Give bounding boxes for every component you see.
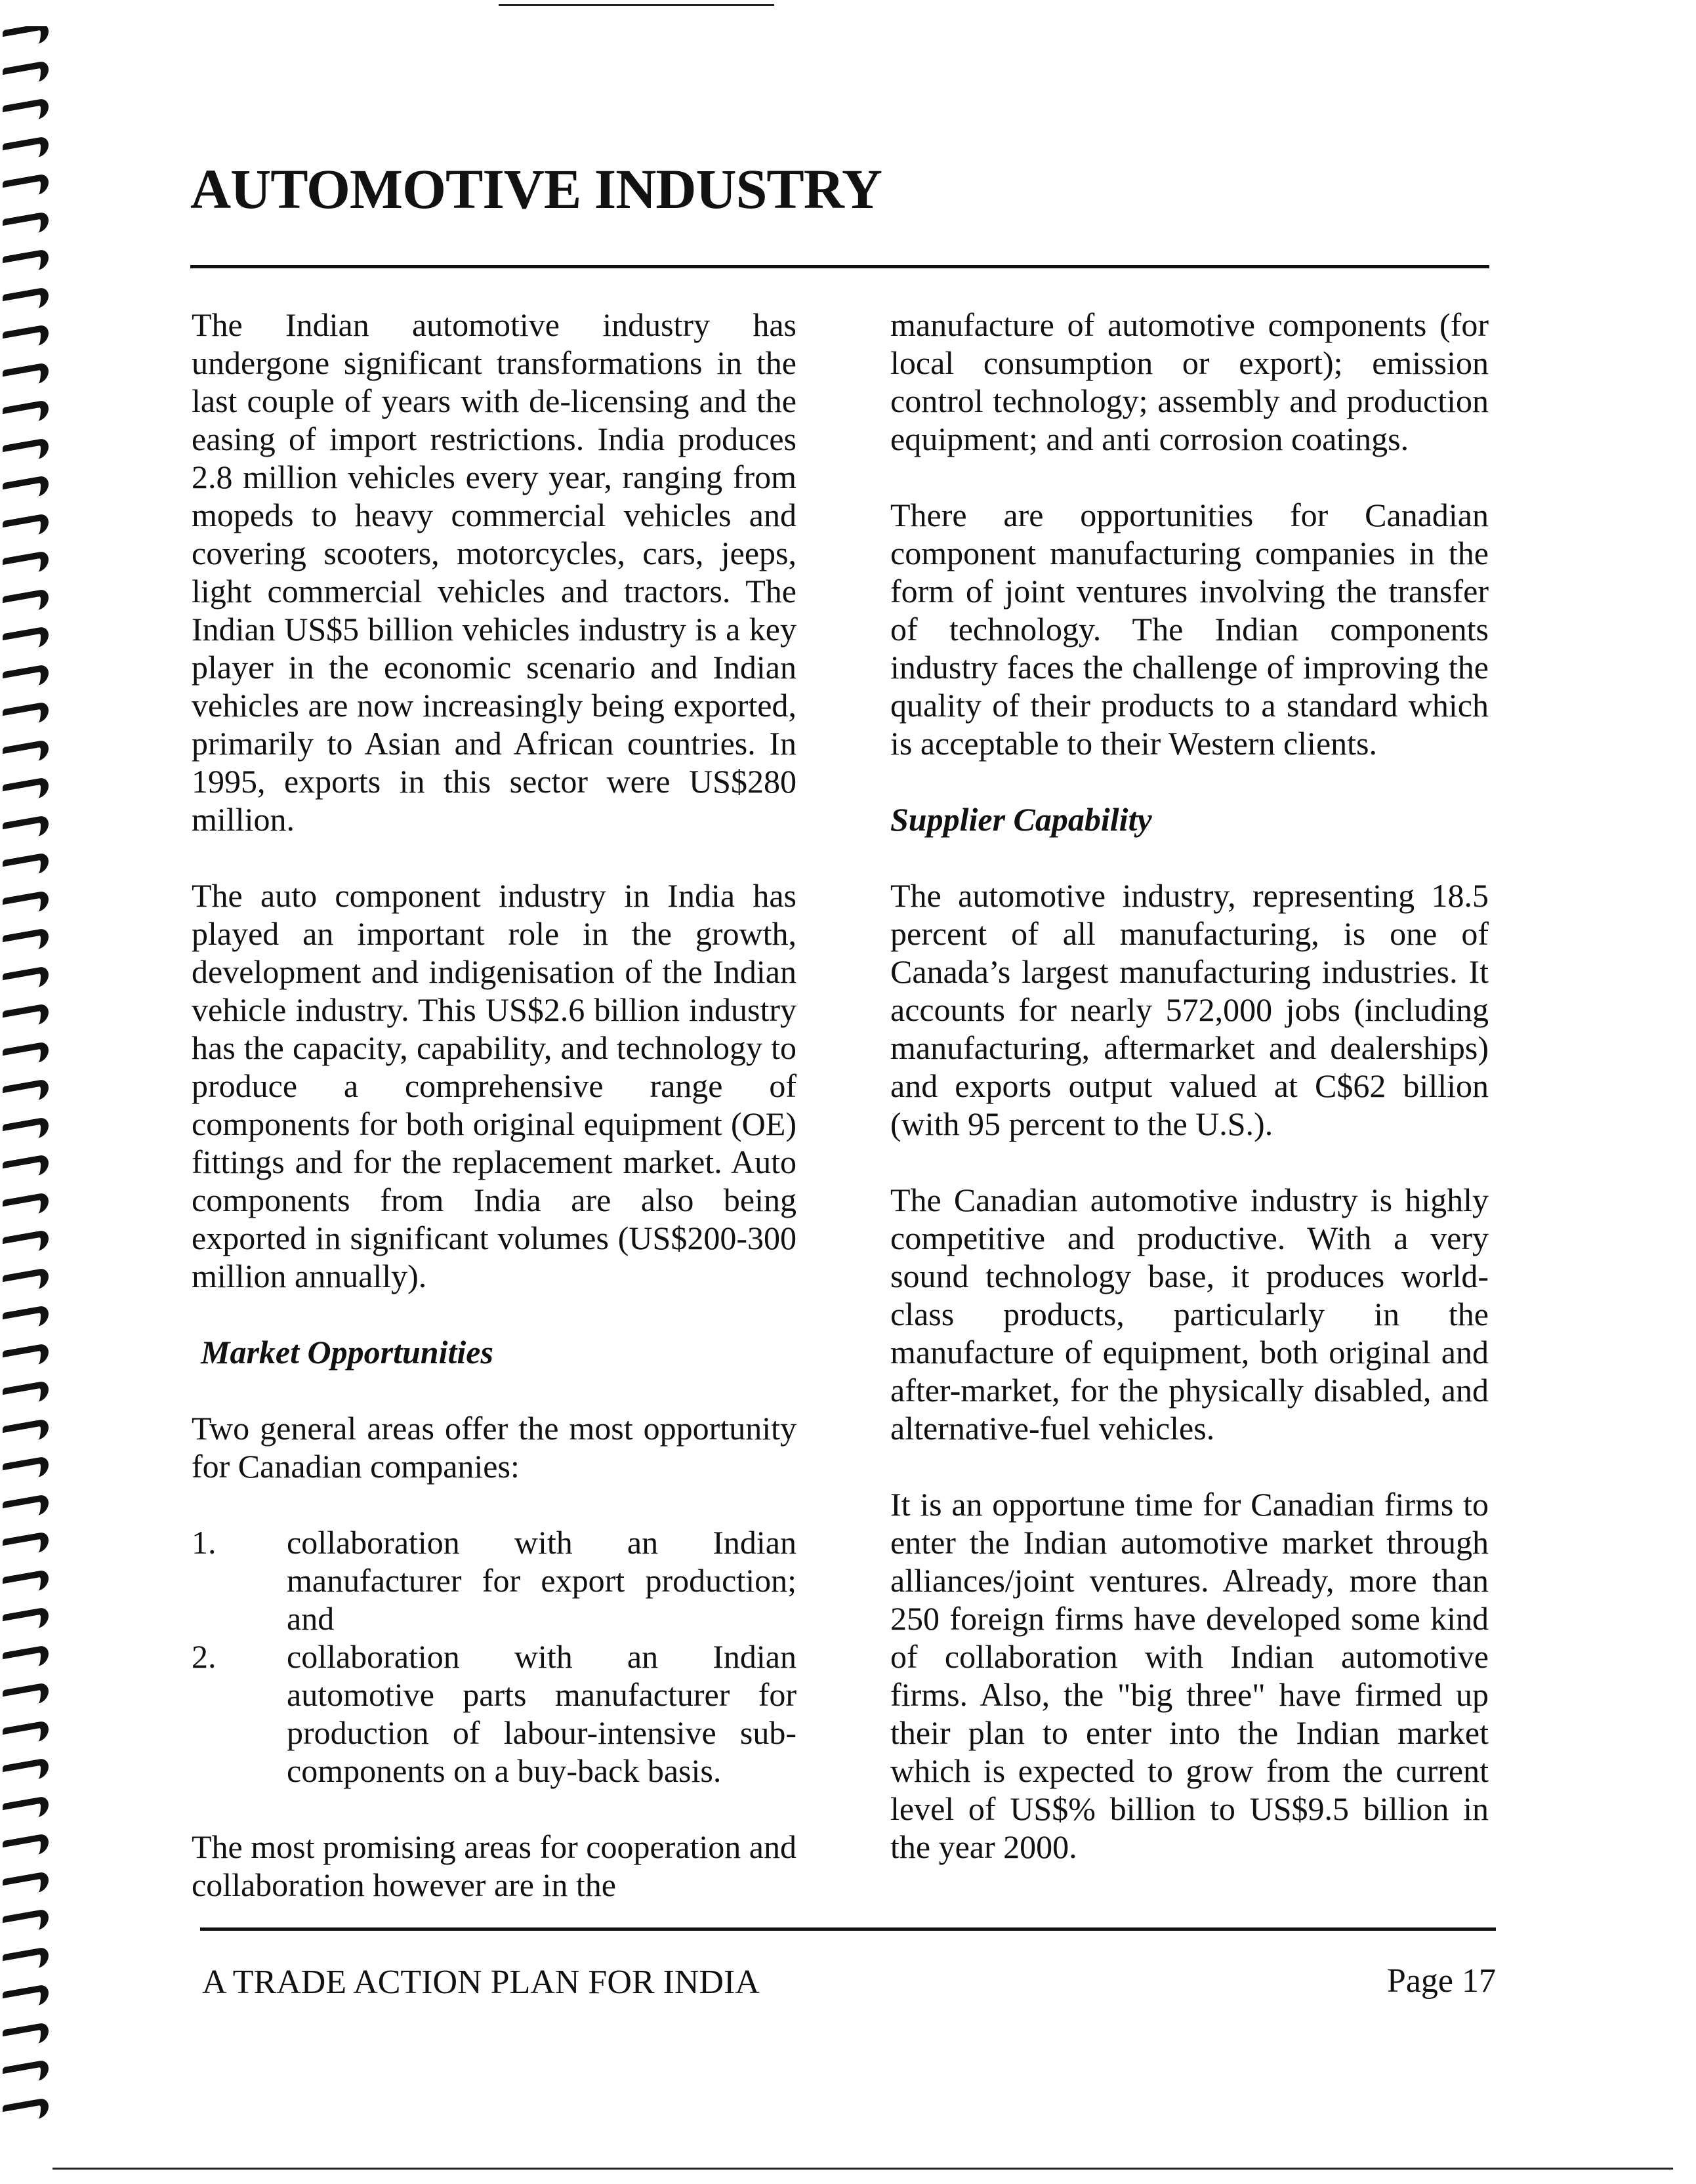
binding-ring	[3, 1191, 49, 1219]
paragraph-canadian-industry: The automotive industry, representing 18.5 percent of all manufacturing, is one of Canada’s largest manufacturing industries. It accounts for nearly 572,000 jobs (including manufacturing, aftermarket and dealerships) and exports output valued at C$62 billion (with 95 percent to the U.S.).	[890, 877, 1489, 1142]
binding-ring	[3, 286, 49, 314]
binding-ring	[3, 1795, 49, 1823]
binding-ring	[3, 890, 49, 917]
binding-ring	[3, 475, 49, 503]
binding-ring	[3, 1040, 49, 1068]
binding-ring	[3, 1229, 49, 1257]
binding-ring	[3, 550, 49, 578]
binding-ring	[3, 1607, 49, 1634]
binding-ring	[3, 852, 49, 880]
top-edge-line	[499, 4, 774, 6]
opportunity-list	[192, 1523, 796, 1790]
paragraph-auto-components: The auto component industry in India has played an important role in the growth, development and indigenisation of the Indian vehicle industry. This US$2.6 billion industry has the capacity, capability, and technology to produce a comprehensive range of components for both original equipment (OE) fittings and for the replacement market. Auto components from India are also being exported in significant volumes (US$200-300 million annually).	[192, 877, 796, 1294]
binding-ring	[3, 1380, 49, 1408]
paragraph-components-continued: manufacture of automotive components (for local consumption or export); emission control technology; assembly and production equipment; and anti corrosion coatings.	[890, 306, 1489, 457]
binding-ring	[3, 2097, 49, 2124]
binding-ring	[3, 1116, 49, 1144]
binding-ring	[3, 1418, 49, 1445]
paragraph-opportune-time: It is an opportune time for Canadian firms to enter the Indian automotive market through alliances/joint ventures. Already, more than 250 foreign firms have developed some kind of collaboration with Indian automotive firms. Also, the "big three" have firmed up their plan to enter into the Indian market which is expected to grow from the current level of US$% billion to US$9.5 billion in the year 2000.	[890, 1486, 1489, 1865]
binding-ring	[3, 1267, 49, 1294]
paragraph-joint-ventures: There are opportunities for Canadian component manufacturing companies in the form of joint ventures involving the transfer of technology. The Indian components industry faces the challenge of improving the quality of their products to a standard which is acceptable to their Western clients.	[890, 497, 1489, 762]
binding-ring	[3, 512, 49, 540]
binding-ring	[3, 211, 49, 238]
binding-ring	[3, 814, 49, 842]
binding-ring	[3, 663, 49, 691]
binding-ring	[3, 26, 49, 50]
binding-ring	[3, 1003, 49, 1031]
binding-ring	[3, 1984, 49, 2011]
heading-market-opportunities: Market Opportunities	[201, 1334, 493, 1370]
binding-ring	[3, 1908, 49, 1936]
title-divider	[190, 265, 1489, 268]
binding-ring	[3, 1758, 49, 1785]
heading-supplier-capability: Supplier Capability	[890, 801, 1152, 838]
binding-ring	[3, 1493, 49, 1521]
list-item	[192, 1638, 796, 1790]
paragraph-promising-areas: The most promising areas for cooperation and collaboration however are in the	[192, 1828, 796, 1903]
binding-ring	[3, 249, 49, 276]
list-item-text: collaboration with an Indian automotive parts manufacturer for production of labour-intensive sub-components on a buy-back basis.	[287, 1638, 796, 1789]
binding-ring	[3, 324, 49, 352]
binding-ring	[3, 437, 49, 464]
paragraph-competitive: The Canadian automotive industry is highly competitive and productive. With a very sound technology base, it produces world-class products, particularly in the manufacture of equipment, both original and after-market, for the physically disabled, and alternative-fuel vehicles.	[890, 1182, 1489, 1447]
paragraph-indian-industry: The Indian automotive industry has undergone significant transformations in the last couple of years with de-licensing and the easing of import restrictions. India produces 2.8 million vehicles every year, ranging from mopeds to heavy commercial vehicles and covering scooters, motorcycles, cars, jeeps, light commercial vehicles and tractors. The Indian US$5 billion vehicles industry is a key player in the economic scenario and Indian vehicles are now increasingly being exported, primarily to Asian and African countries. In 1995, exports in this sector were US$280 million.	[192, 306, 796, 838]
binding-ring	[3, 701, 49, 729]
binding-ring	[3, 2021, 49, 2049]
binding-ring	[3, 173, 49, 201]
binding-ring	[3, 1531, 49, 1559]
binding-ring	[3, 777, 49, 804]
page-number: Page 17	[1386, 1962, 1496, 2000]
binding-ring	[3, 1154, 49, 1182]
list-item	[192, 1523, 796, 1638]
binding-ring	[3, 1079, 49, 1106]
binding-ring	[3, 1946, 49, 1973]
footer-document-title: A TRADE ACTION PLAN FOR INDIA	[202, 1964, 760, 2001]
binding-ring	[3, 1305, 49, 1332]
binding-ring	[3, 1456, 49, 1483]
binding-ring	[3, 1342, 49, 1370]
bottom-edge-line	[52, 2168, 1673, 2170]
binding-ring	[3, 1870, 49, 1898]
binding-ring	[3, 965, 49, 993]
footer-divider	[200, 1927, 1496, 1931]
binding-ring	[3, 739, 49, 766]
right-column	[890, 306, 1489, 1904]
list-item-text: collaboration with an Indian manufacturer for export production; and	[287, 1524, 796, 1637]
left-column	[192, 306, 796, 1942]
binding-ring	[3, 1644, 49, 1672]
binding-ring	[3, 1569, 49, 1596]
binding-ring	[3, 928, 49, 955]
list-number: 2.	[192, 1638, 217, 1675]
binding-ring	[3, 400, 49, 427]
spiral-binding	[0, 26, 59, 2145]
binding-ring	[3, 361, 49, 389]
binding-ring	[3, 1833, 49, 1861]
binding-ring	[3, 1682, 49, 1710]
list-number: 1.	[192, 1524, 217, 1561]
binding-ring	[3, 588, 49, 615]
binding-ring	[3, 626, 49, 653]
page-title: AUTOMOTIVE INDUSTRY	[190, 157, 882, 220]
paragraph-opportunity-intro: Two general areas offer the most opportunity for Canadian companies:	[192, 1410, 796, 1485]
binding-ring	[3, 2059, 49, 2087]
binding-ring	[3, 135, 49, 163]
binding-ring	[3, 60, 49, 87]
binding-ring	[3, 98, 49, 125]
binding-ring	[3, 1720, 49, 1747]
